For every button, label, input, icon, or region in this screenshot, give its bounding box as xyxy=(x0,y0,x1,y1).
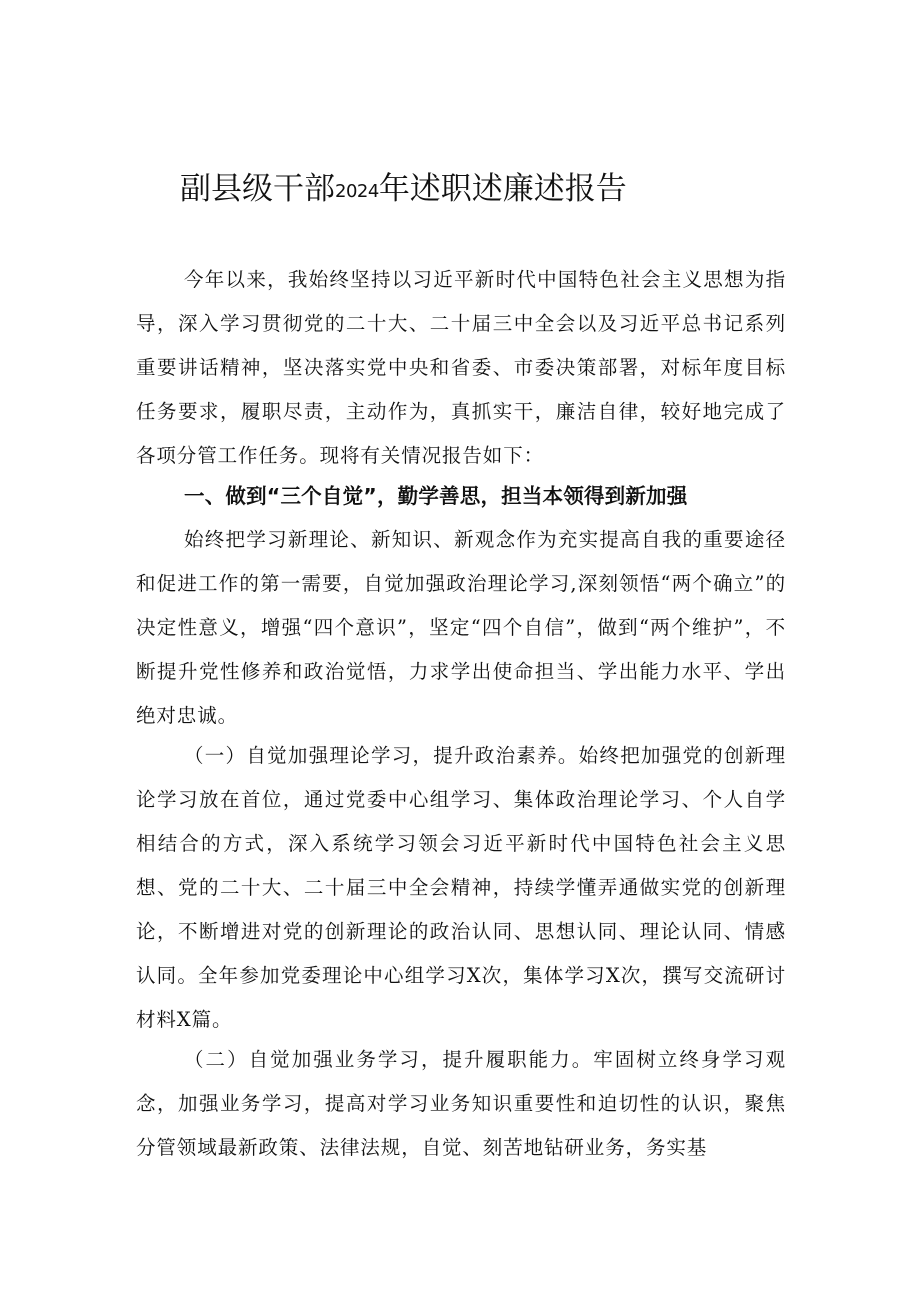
document-title xyxy=(180,166,800,215)
title-prefix: 副县级干部 xyxy=(180,171,335,207)
section-1-paragraph: 始终把学习新理论、新知识、新观念作为充实提高自我的重要途径和促进工作的第一需要，自觉加强政治理论学习,深刻领悟“两个确立”的决定性意义，增强“四个意识”，坚定“四个自信”，做到“两个维护”，不断提升党性修养和政治觉悟，力求学出使命担当、学出能力水平、学出绝对忠诚。 xyxy=(136,528,786,727)
intro-paragraph: 今年以来，我始终坚持以习近平新时代中国特色社会主义思想为指导，深入学习贯彻党的二十大、二十届三中全会以及习近平总书记系列重要讲话精神，坚决落实党中央和省委、市委决策部署，对标年度目标任务要求，履职尽责，主动作为，真抓实干，廉洁自律，较好地完成了各项分管工作任务。现将有关情况报告如下： xyxy=(136,268,786,467)
item-1-paragraph: （一）自觉加强理论学习，提升政治素养。始终把加强党的创新理论学习放在首位，通过党委中心组学习、集体政治理论学习、个人自学相结合的方式，深入系统学习领会习近平新时代中国特色社会主义思想、党的二十大、二十届三中全会精神，持续学懂弄通做实党的创新理论，不断增进对党的创新理论的政治认同、思想认同、理论认同、情感认同。全年参加党委理论中心组学习X次，集体学习X次，撰写交流研讨材料X篇。 xyxy=(136,744,786,1031)
title-suffix: 年述职述廉述报告 xyxy=(378,171,627,207)
item-2-paragraph: （二）自觉加强业务学习，提升履职能力。牢固树立终身学习观念，加强业务学习，提高对学习业务知识重要性和迫切性的认识，聚焦分管领域最新政策、法律法规，自觉、刻苦地钻研业务，务实基 xyxy=(136,1048,786,1159)
title-year: 2024 xyxy=(335,181,379,202)
section-1-heading: 一、做到“三个自觉”，勤学善思，担当本领得到新加强 xyxy=(184,484,688,508)
